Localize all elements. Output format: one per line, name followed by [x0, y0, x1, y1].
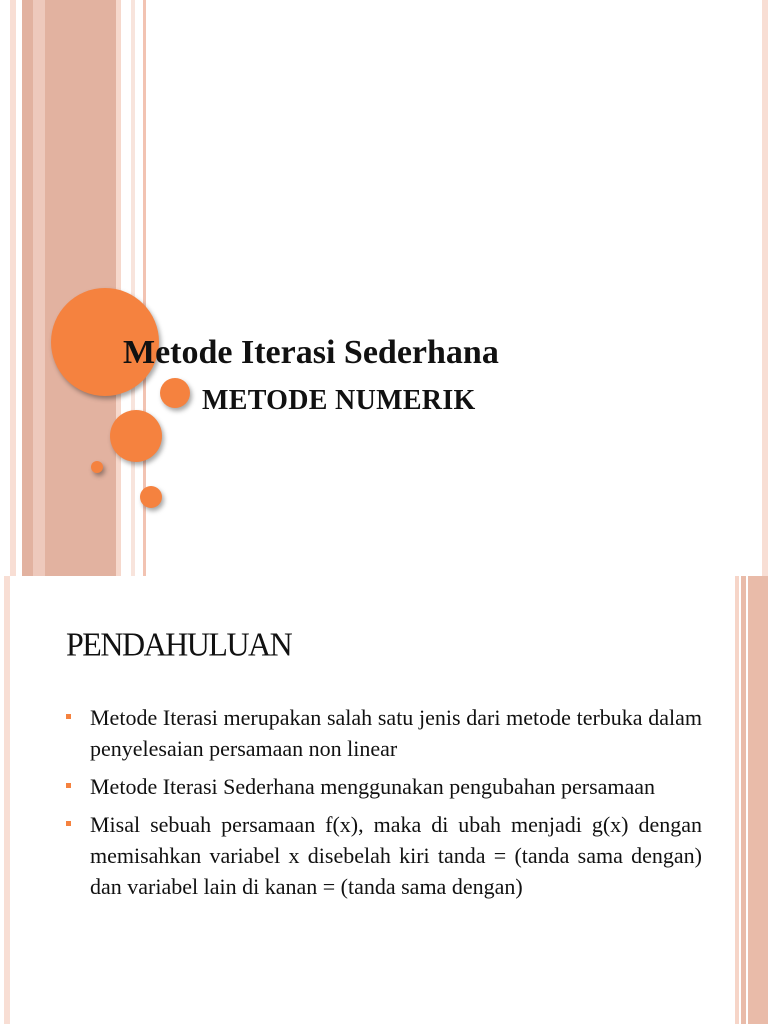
content-slide[interactable] — [0, 576, 768, 1024]
decorative-stripe — [762, 0, 768, 576]
decorative-stripe — [741, 576, 746, 1024]
list-item — [66, 809, 702, 902]
slide-subtitle: METODE NUMERIK — [202, 385, 476, 416]
decorative-stripe — [33, 0, 45, 576]
bullet-icon — [66, 783, 71, 788]
decorative-circle-small — [160, 378, 190, 408]
list-item-text: Metode Iterasi Sederhana menggunakan pengubahan persamaan — [90, 774, 656, 799]
decorative-circle-medium — [110, 410, 162, 462]
list-item-text: Misal sebuah persamaan f(x), maka di ubah menjadi g(x) dengan memisahkan variabel x disebelah kiri tanda = (tanda sama dengan) dan variabel lain di kanan = (tanda sama dengan) — [90, 812, 702, 899]
decorative-stripe — [4, 576, 10, 1024]
decorative-circle-small — [140, 486, 162, 508]
bullet-icon — [66, 714, 71, 719]
list-item-text: Metode Iterasi merupakan salah satu jenis dari metode terbuka dalam penyelesaian persamaan non linear — [90, 705, 702, 761]
decorative-stripe — [131, 0, 135, 576]
list-item — [66, 771, 702, 802]
section-heading: PENDAHULUAN — [66, 625, 292, 663]
decorative-stripe — [748, 576, 768, 1024]
slide-title: Metode Iterasi Sederhana — [123, 334, 499, 371]
list-item — [66, 702, 702, 764]
bullet-list — [66, 702, 702, 909]
bullet-icon — [66, 821, 71, 826]
decorative-stripe — [116, 0, 121, 576]
decorative-stripe — [735, 576, 739, 1024]
decorative-stripe — [10, 0, 16, 576]
decorative-circle-tiny — [91, 461, 103, 473]
